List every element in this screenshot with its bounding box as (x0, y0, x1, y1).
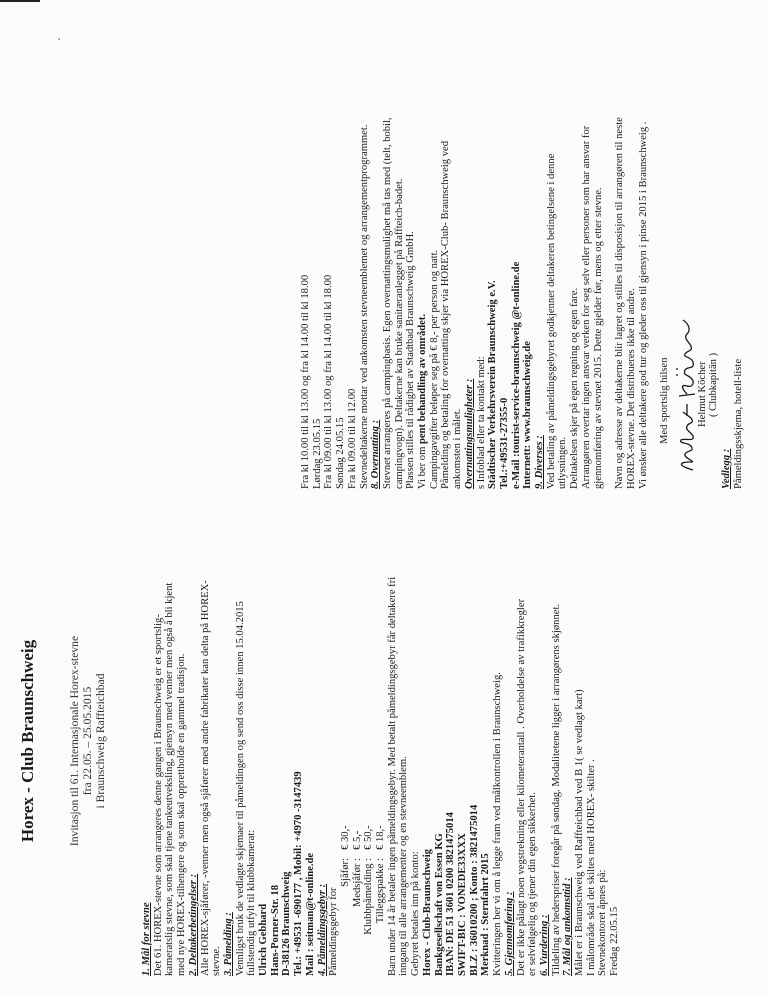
fee-label: Klubbpåmelding : (363, 858, 375, 935)
text-line: Vennligst bruk de vedlagte skjemaer til påmeldingen og send oss disse innen 15.04.2015 (234, 601, 246, 976)
text-line: Vi ønsker alle deltakere god tur og gleder oss til gjensyn i pinse 2015 i Braunschweig . (637, 121, 649, 489)
text-line: Arrangøren overtar ingen ansvar verken for seg selv eller personer som har ansvar for (580, 125, 592, 489)
tourism-phone: Tel.:+49531-27355-0 (498, 397, 510, 489)
contact-mail: Mail : seitman@t-online.de (304, 852, 316, 976)
text-line: Campingavgifter beløper seg på € 8,- per person og natt. (428, 249, 440, 489)
fee-row-codriver (352, 506, 364, 976)
bank-iban: IBAN: DE 51 3601 0200 3821475014 (445, 812, 457, 976)
schedule-line: Stevnedeltakerne mottar ved ankomsten stevneemblemet og arrangementprogrammet. (358, 124, 370, 489)
text-line: Gebyret betales inn på konto: (410, 851, 422, 976)
fee-row-club (363, 506, 375, 976)
text-line: Fredag 22.05.15 (609, 906, 621, 976)
tourism-website: Internett: www.braunschweig.de (522, 340, 534, 489)
text-line: Tildeling av hederspriser foregår på søndag. Modalitetene ligger i arrangørens skjønnet. (550, 603, 562, 976)
text-line: Kvitteringen ber vi om å legge fram ved målkontrollen i Braunschweig. (492, 672, 504, 976)
schedule-line: Søndag 24.05.15 (335, 417, 347, 489)
text-line: HOREX-stevne. Det distribueres ikke til andre. (625, 288, 637, 489)
text-line: stevne. (211, 946, 223, 976)
text-line: Det 61. HOREX-stevne som arrangeres denne gangen i Braunschweig er et sportslig- (152, 614, 164, 976)
text-line: ankomsten i målet. (452, 408, 464, 489)
section-heading-fee: 4. Påmeldingsgebyr : (316, 883, 328, 976)
venue-line: i Braunschweig Raffteichbad (94, 673, 107, 809)
text-line: Stevnekontoret åpnes på: (597, 869, 609, 976)
text-line: Påmelding og betaling for overnatting skjer via HOREX-Club- Braunschweig ved (440, 140, 452, 489)
section-heading-accommodation: 8. Overnatting : (370, 419, 382, 489)
section-heading-conditions: 2. Deltakerbetingelser : (187, 873, 199, 976)
text-line: Stevnet arrangeres på campingbasis. Egen overnattingsmulighet må tas med (telt, bobil, (381, 117, 393, 489)
text-fragment: Vi ber om (417, 444, 429, 489)
text-line: s Infoblad eller ta kontakt med: (475, 356, 487, 489)
text-line: er selvfølgelig og tjener din egen sikkerhet. (527, 792, 539, 976)
fee-value: € 5,- (351, 830, 363, 850)
contact-street: Hans-Porner-Str. 18 (269, 884, 281, 976)
section-heading-execution: 5. Gjennomføring : (503, 891, 515, 976)
bank-account-holder: Horex - Club-Braunschweig (421, 849, 433, 976)
invitation-line: Invitasjon til 61. Internasjonale Horex-stevne (68, 635, 81, 847)
section-heading-evaluation: 6. Vurdering : (538, 914, 550, 976)
schedule-line: Lørdag 23.05.15 (311, 418, 323, 489)
bank-swift: SWIFT-BIC : VONEDE33XXX (456, 833, 468, 976)
section-heading-registration: 3. Påmelding : (222, 912, 234, 976)
document-title: Horex - Club Braunschweig (18, 639, 37, 843)
emphasis-text: pent behandling av området. (417, 313, 429, 445)
section-heading-lodging-options: Overnattingsmuligheter : (463, 378, 475, 489)
text-line: gjennomføring av stevnet 2015. Dette gjelder før, mens og etter stevne. (592, 187, 604, 489)
text-line: Ved betaling av påmeldingsgebyret godkjenner deltakeren betingelsene i denne (545, 153, 557, 489)
tourism-office: Städtischer Verkehrsverein Braunschweig e.V. (487, 280, 499, 489)
text-line: kameratslig stevne, som skal tjene tankeutveksling, gjensyn med venner men også å bli kjent (164, 582, 176, 976)
fee-label: Sjåfør: (339, 858, 351, 887)
schedule-line: Fra kl 09.00 til kl 12.00 (346, 388, 358, 489)
attachments-heading: Vedlegg : (721, 448, 733, 489)
fee-value: € 30,- (339, 825, 351, 850)
contact-name: Ulrich Gebhard (258, 903, 270, 976)
fee-label: Medsjåfør : (351, 858, 363, 908)
signer-name: Helmut Köcher (697, 361, 709, 427)
text-line: fullstendig utfylt til klubbkamerat: (246, 829, 258, 976)
section-heading-arrival: 7. Mål og ankomsttid : (562, 877, 574, 976)
greeting: Med sportslig hilsen (659, 357, 671, 444)
text-line: Alle HOREX-sjåfører, -venner men også sjåfører med andre fabrikater kan delta på HOREX- (199, 580, 211, 976)
text-line: inngang til alle arrangementer og en stevneemblem. (398, 756, 410, 976)
column-right (300, 14, 745, 489)
bank-blz: BLZ : 36010200 ; Konto : 3821475014 (468, 804, 480, 976)
fee-value: € 18,- (375, 825, 387, 850)
contact-city: D-38126 Braunschweig (281, 871, 293, 976)
contact-phone: Tel.: +49531 -690177 , Mobil: +4970 -3147439 (293, 771, 305, 976)
text-line: med nye HOREX-tilhengere og som skal opprettholde en gammel tradisjon. (176, 653, 188, 976)
column-left (18, 506, 621, 976)
text-line: Målet er i Braunschweig ved Raffteichbad ved B 1( se vedlagt kart) (574, 689, 586, 976)
bank-name: Bankgesellschaft von Essen KG (433, 833, 445, 976)
signature-block (659, 14, 720, 489)
text-line: Deltakelsen skjer på egen regning og egen fare. (569, 287, 581, 489)
text-line: Det er ikke pålagt noen vegstrekning eller kilometerantall . Overholdelse av trafikkregler (515, 598, 527, 976)
text-line: utlysningen. (557, 436, 569, 489)
schedule-line: Fra kl 09.00 til kl 13.00 og fra kl 14.00 til kl 18.00 (323, 274, 335, 489)
tourism-email: e-Mail :tourist-service-braunschweig @t-online.de (510, 261, 522, 489)
text-line: campingvogn). Deltakerne kan bruke sanitæranlegget på Raffteich-badet. (393, 178, 405, 489)
text-line: Barn under 14 år betaler ingen påmeldingsgebyr. Med betalt påmeldingsgebyr får deltakere fri (386, 576, 398, 976)
signer-role: ( Clubkapitän ) (708, 352, 720, 417)
section-heading-goal: 1. Mål for stevne (141, 902, 152, 976)
text-line: Plassen stilles til rådighet av Stadtbad Braunschweig GmbH. (405, 231, 417, 489)
fee-row-extra (375, 506, 387, 976)
fee-value: € 50,- (363, 825, 375, 850)
section-heading-misc: 9. Diverses : (534, 435, 546, 489)
attachments-list: Påmeldingsskjema, hotell-liste (733, 358, 745, 489)
fee-label: Tilleggspakke : (375, 858, 387, 924)
note-heading: Merknad : Sternfahrt 2015 (480, 853, 492, 976)
schedule-line: Fra kl 10.00 til kl 13.00 og fra kl 14.00 til kl 18.00 (300, 274, 311, 489)
text-line (417, 14, 429, 489)
fee-row-driver (340, 506, 352, 976)
fee-intro: Påmeldingsgebyr for (328, 887, 340, 976)
text-line: I målområde skal det skiltes med HOREX- skilter . (585, 759, 597, 976)
date-line: fra 22.05. – 25.05.2015 (81, 686, 94, 796)
text-line: Navn og adresse av deltakerne blir lagret og stilles til disposisjon til arrangøren til neste (614, 117, 626, 489)
